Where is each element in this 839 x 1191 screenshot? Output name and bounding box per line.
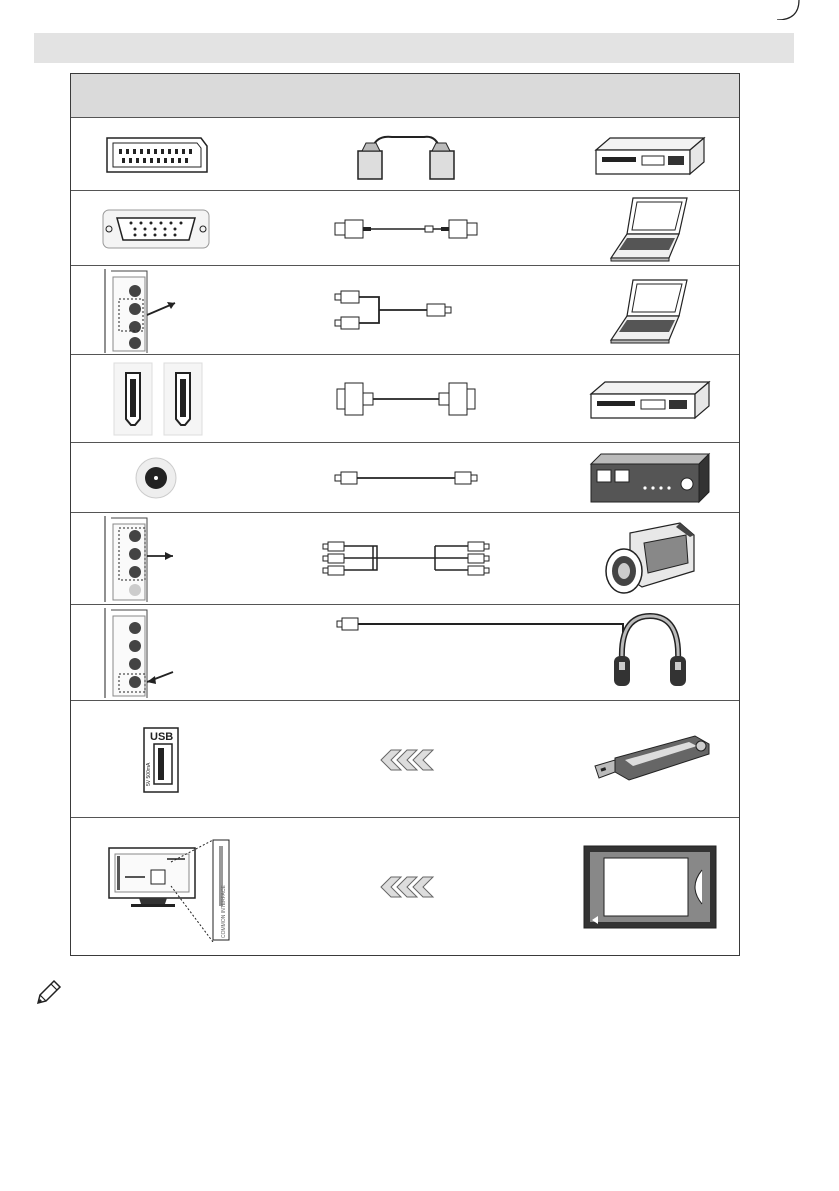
common-interface-label: COMMON INTERFACE (221, 885, 227, 938)
row-spdif (71, 442, 739, 513)
hdmi-sockets-icon (71, 355, 241, 443)
row-headphone (71, 604, 739, 701)
dvd-player-icon (561, 355, 739, 443)
coaxial-socket-icon (71, 443, 241, 513)
scart-cable-icon (271, 118, 541, 191)
rca-av-cable-icon (271, 513, 541, 605)
connections-table (70, 73, 740, 956)
row-ci (71, 817, 739, 956)
usb-label: USB (150, 730, 174, 743)
usb-vertical-label: 5V 500mA (146, 762, 152, 786)
side-av-panel-icon (71, 605, 241, 701)
hdmi-cable-icon (271, 355, 541, 443)
audio-amplifier-icon (561, 443, 739, 513)
pencil-icon (34, 977, 64, 1007)
audio-y-cable-icon (271, 266, 541, 355)
cam-module-icon (561, 818, 739, 956)
scart-socket-icon (71, 118, 241, 191)
section-header-band (34, 33, 794, 63)
row-vga (71, 190, 739, 266)
row-usb (71, 700, 739, 818)
insert-arrows-icon (271, 818, 541, 956)
row-pc-audio (71, 265, 739, 355)
vga-socket-icon (71, 191, 241, 266)
side-av-panel-icon (71, 513, 241, 605)
side-av-panel-icon (71, 266, 241, 355)
laptop-icon (561, 266, 739, 355)
camcorder-icon (561, 513, 739, 605)
coaxial-cable-icon (271, 443, 541, 513)
headphones-icon (561, 605, 739, 701)
insert-arrows-icon (271, 701, 541, 818)
usb-stick-icon (561, 701, 739, 818)
row-hdmi (71, 354, 739, 443)
table-header (71, 74, 739, 118)
dvd-recorder-icon (561, 118, 739, 191)
laptop-icon (561, 191, 739, 266)
vga-cable-icon (271, 191, 541, 266)
row-scart (71, 117, 739, 191)
tv-rear-ci-slot-icon (71, 818, 271, 956)
row-side-av (71, 512, 739, 605)
crop-mark (777, 0, 817, 20)
usb-port-icon (71, 701, 241, 818)
